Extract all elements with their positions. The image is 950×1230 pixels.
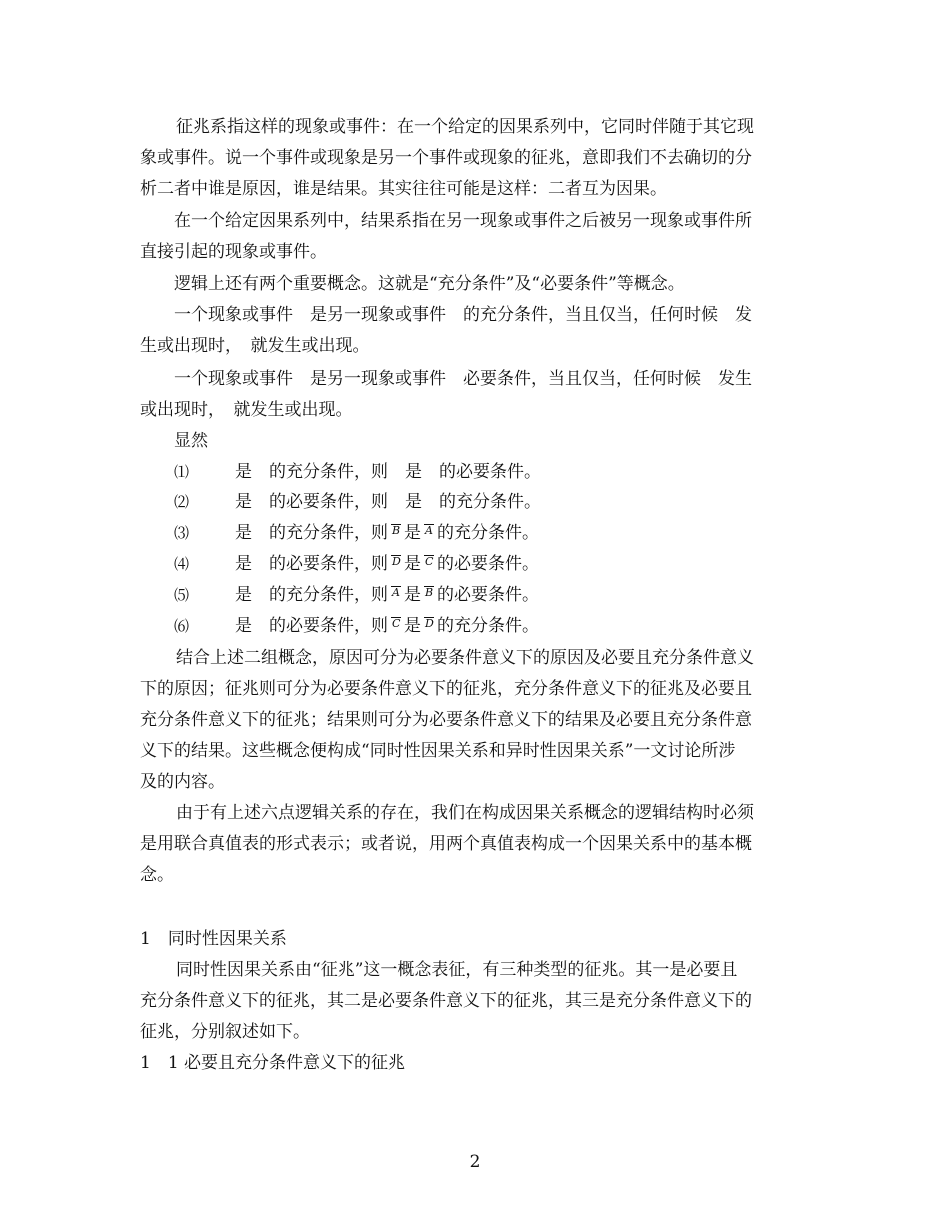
paragraph-line: 结合上述二组概念，原因可分为必要条件意义下的原因及必要且充分条件意义 xyxy=(176,648,754,668)
negation-symbol: A xyxy=(425,524,433,537)
list-item xyxy=(174,487,846,518)
negation-symbol: D xyxy=(425,617,434,630)
paragraph-line: 征兆，分别叙述如下。 xyxy=(140,1022,310,1042)
negation-symbol: B xyxy=(425,586,434,599)
paragraph-line: 生或出现时， 就发生或出现。 xyxy=(140,336,370,356)
list-text: 是 xyxy=(404,523,421,543)
list-text: 是 的必要条件，则 是 的充分条件。 xyxy=(218,492,541,512)
list-text: 的必要条件。 xyxy=(437,585,539,605)
paragraph-line: 象或事件。说一个事件或现象是另一个事件或现象的征兆，意即我们不去确切的分 xyxy=(140,148,752,168)
paragraph-line: 征兆系指这样的现象或事件：在一个给定的因果系列中，它同时伴随于其它现 xyxy=(176,117,754,137)
list-number: ⑵ xyxy=(174,493,190,511)
paragraph-line: 及的内容。 xyxy=(140,772,225,792)
list-text: 的必要条件。 xyxy=(437,554,539,574)
paragraph-line: 下的原因；征兆则可分为必要条件意义下的征兆，充分条件意义下的征兆及必要且 xyxy=(140,679,752,699)
paragraph-line: 析二者中谁是原因，谁是结果。其实往往可能是这样：二者互为因果。 xyxy=(140,179,667,199)
list-text: 是 的充分条件，则 是 的必要条件。 xyxy=(218,462,541,482)
paragraph-line: 逻辑上还有两个重要概念。这就是“充分条件”及“必要条件”等概念。 xyxy=(174,274,685,294)
list-text: 是 xyxy=(404,554,421,574)
list-item xyxy=(174,518,846,549)
paragraph-line: 在一个给定因果系列中，结果系指在另一现象或事件之后被另一现象或事件所 xyxy=(174,211,752,231)
negation-symbol: D xyxy=(392,555,401,568)
paragraph-line: 一个现象或事件 是另一现象或事件 必要条件，当且仅当，任何时候 发生 xyxy=(174,369,752,389)
paragraph-line: 显然 xyxy=(174,431,208,451)
paragraph-line: 同时性因果关系由“征兆”这一概念表征，有三种类型的征兆。其一是必要且 xyxy=(176,960,738,980)
list-text: 是 的必要条件，则 xyxy=(218,554,388,574)
paragraph-line: 充分条件意义下的征兆；结果则可分为必要条件意义下的结果及必要且充分条件意 xyxy=(140,710,752,730)
negation-symbol: C xyxy=(392,617,401,630)
list-text: 是 的必要条件，则 xyxy=(218,616,388,636)
list-text: 是 的充分条件，则 xyxy=(218,523,388,543)
list-item xyxy=(174,580,846,611)
paragraph-line: 或出现时， 就发生或出现。 xyxy=(140,400,353,420)
paragraph-line: 义下的结果。这些概念便构成“同时性因果关系和异时性因果关系”一文讨论所涉 xyxy=(140,741,736,761)
paragraph-line: 念。 xyxy=(140,865,174,885)
list-number: ⑷ xyxy=(174,555,190,573)
list-text: 的充分条件。 xyxy=(437,616,539,636)
negation-symbol: B xyxy=(392,524,401,537)
list-text: 的充分条件。 xyxy=(437,523,539,543)
negation-symbol: C xyxy=(425,555,434,568)
list-number: ⑶ xyxy=(174,524,190,542)
page-number: 2 xyxy=(469,1152,481,1172)
list-number: ⑸ xyxy=(174,586,190,604)
paragraph-line: 直接引起的现象或事件。 xyxy=(140,242,327,262)
list-item xyxy=(174,611,846,642)
list-item xyxy=(174,549,846,580)
paragraph-line: 充分条件意义下的征兆，其二是必要条件意义下的征兆，其三是充分条件意义下的 xyxy=(140,991,752,1011)
list-item xyxy=(174,457,846,488)
negation-symbol: A xyxy=(392,586,400,599)
paragraph-line: 一个现象或事件 是另一现象或事件 的充分条件，当且仅当，任何时候 发 xyxy=(174,305,752,325)
list-number: ⑴ xyxy=(174,463,190,481)
list-number: ⑹ xyxy=(174,617,190,635)
paragraph-line: 由于有上述六点逻辑关系的存在，我们在构成因果关系概念的逻辑结构时必须 xyxy=(176,803,754,823)
list-text: 是 xyxy=(404,616,421,636)
section-heading: 1 同时性因果关系 xyxy=(140,929,287,949)
paragraph-line: 是用联合真值表的形式表示；或者说，用两个真值表构成一个因果关系中的基本概 xyxy=(140,834,752,854)
subsection-heading: 1 1 必要且充分条件意义下的征兆 xyxy=(140,1053,406,1073)
list-text: 是 的充分条件，则 xyxy=(218,585,388,605)
list-text: 是 xyxy=(404,585,421,605)
